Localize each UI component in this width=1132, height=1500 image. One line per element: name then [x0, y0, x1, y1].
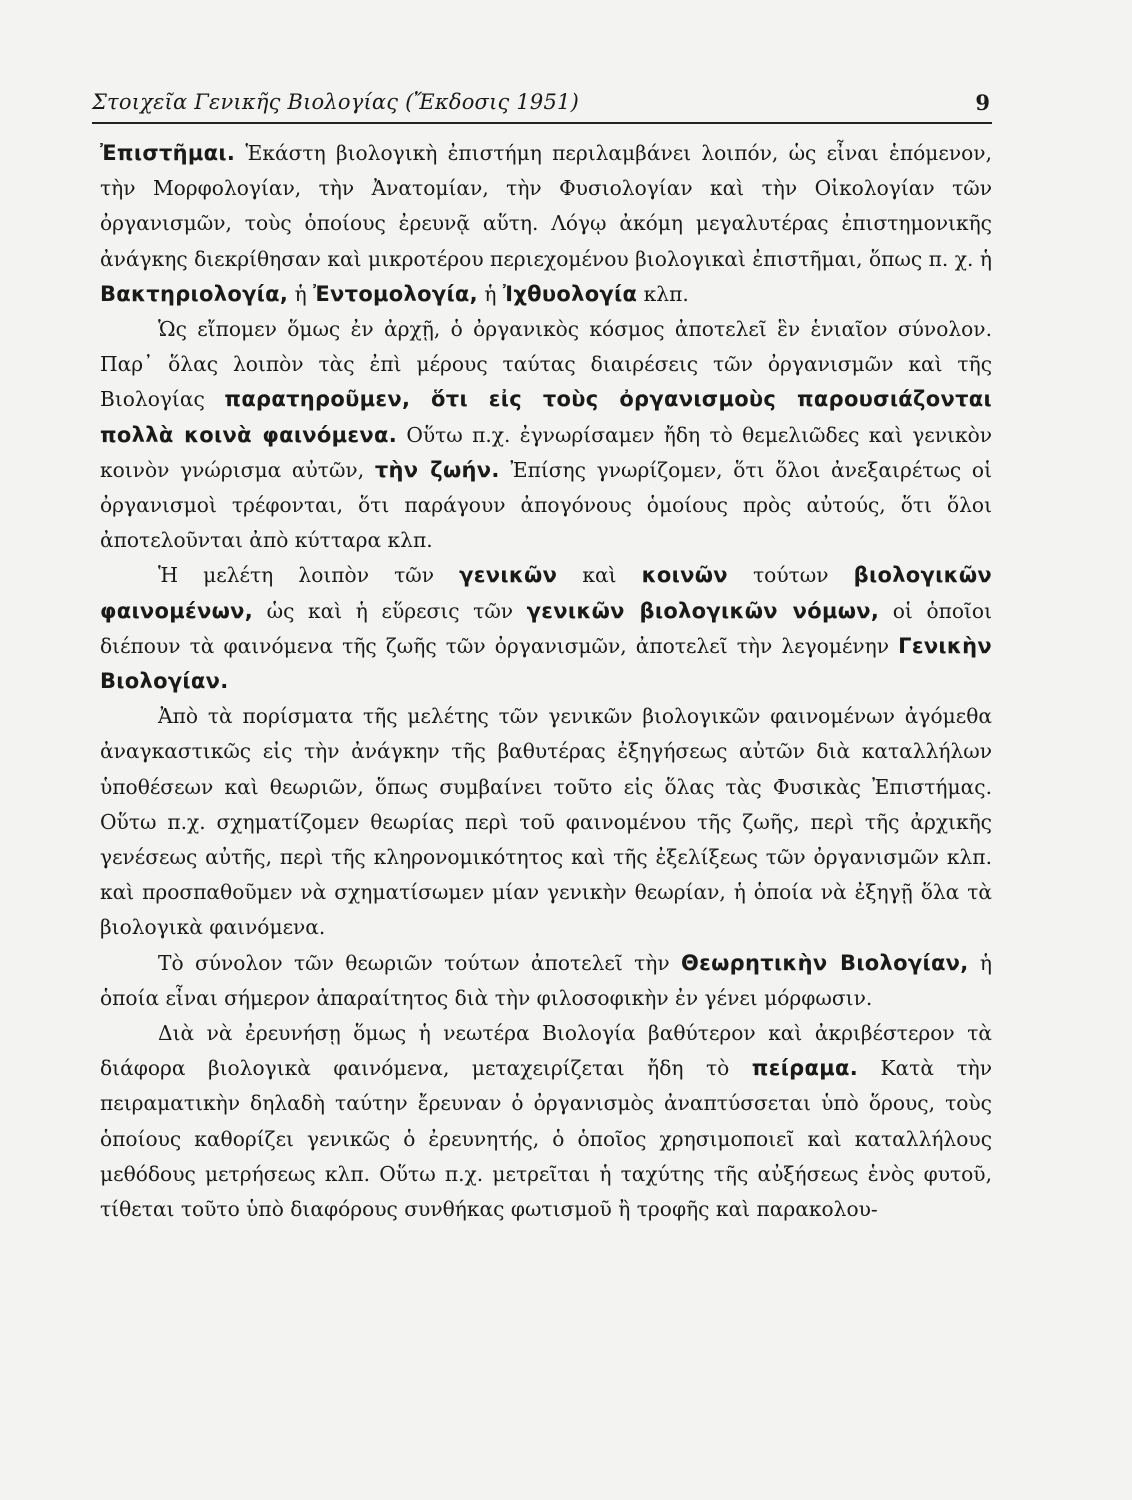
bold-term: πείραμα. — [751, 1056, 858, 1081]
bold-term: παρατηροῦμεν, ὅτι εἰς τοὺς ὀργανισμοὺς παρουσιάζονται πολλὰ κοινὰ φαινόμενα. — [100, 387, 992, 447]
text-run: Οὕτω π.χ. ἐγνωρίσαμεν ἤδη τὸ θεμελιῶδες καὶ γενικὸν κοινὸν γνώρισμα αὐτῶν, — [100, 422, 992, 482]
text-run: τούτων — [727, 563, 854, 588]
header-title: Στοιχεῖα Γενικῆς Βιολογίας (Ἔκδοσις 1951) — [92, 90, 579, 114]
paragraph — [100, 1016, 992, 1227]
text-run: Κατὰ τὴν πειραματικὴν δηλαδὴ ταύτην ἔρευναν ὁ ὀργανισμὸς ἀναπτύσσεται ὑπὸ ὅρους, τοὺς ὁποίους καθορίζει γενικῶς ὁ ἐρευνητής, ὁ ὁποῖος χρησιμοποιεῖ καὶ καταλλήλους μεθόδους μετρήσεως κλπ. Οὕτω π.χ. μετρεῖται ἡ ταχύτης τῆς αὐξήσεως ἑνὸς φυτοῦ, τίθεται τοῦτο ὑπὸ διαφόρους συνθήκας φωτισμοῦ ἢ τροφῆς καὶ παρακολου- — [100, 1056, 992, 1222]
body-text — [100, 136, 992, 1227]
paragraph — [100, 699, 992, 945]
bold-term: Γενικὴν Βιολογίαν. — [100, 633, 992, 694]
text-run: κλπ. — [637, 281, 689, 306]
text-run: ἡ — [288, 281, 314, 306]
text-run: οἱ ὁποῖοι διέπουν τὰ φαινόμενα τῆς ζωῆς τῶν ὀργανισμῶν, ἀποτελεῖ τὴν λεγομένην — [100, 598, 993, 658]
paragraph — [100, 946, 992, 1016]
page-number: 9 — [975, 90, 990, 115]
bold-term: κοινῶν — [641, 563, 728, 588]
bold-term: τὴν ζωήν. — [374, 457, 500, 482]
text-run: καὶ — [557, 563, 642, 588]
bold-term: Βακτηριολογία, — [100, 281, 289, 306]
bold-term: Ἐπιστῆμαι. — [100, 141, 236, 165]
paragraph — [100, 558, 992, 699]
bold-term: Ἐντομολογία, — [313, 281, 478, 306]
bold-term: Ἰχθυολογία — [502, 281, 638, 306]
paragraph — [100, 312, 992, 558]
text-run: Ἀπὸ τὰ πορίσματα τῆς μελέτης τῶν γενικῶν βιολογικῶν φαινομένων ἀγόμεθα ἀναγκαστικῶς εἰς τὴν ἀνάγκην τῆς βαθυτέρας ἐξηγήσεως αὐτῶν διὰ καταλλήλων ὑποθέσεων καὶ θεωριῶν, ὅπως συμβαίνει τοῦτο εἰς ὅλας τὰς Φυσικὰς Ἐπιστήμας. Οὕτω π.χ. σχηματίζομεν θεωρίας περὶ τοῦ φαινομένου τῆς ζωῆς, περὶ τῆς ἀρχικῆς γενέσεως αὐτῆς, περὶ τῆς κληρονομικότητος καὶ τῆς ἐξελίξεως τῶν ὀργανισμῶν κλπ. καὶ προσπαθοῦμεν νὰ σχηματίσωμεν μίαν γενικὴν θεωρίαν, ἡ ὁποία νὰ ἐξηγῇ ὅλα τὰ βιολογικὰ φαινόμενα. — [100, 704, 992, 940]
paragraph — [100, 136, 992, 312]
bold-term: γενικῶν βιολογικῶν νόμων, — [526, 598, 880, 623]
text-run: ἡ ὁποία εἶναι σήμερον ἀπαραίτητος διὰ τὴν φιλοσοφικὴν ἐν γένει μόρφωσιν. — [100, 950, 992, 1010]
text-run: Ἑκάστη βιολογικὴ ἐπιστήμη περιλαμβάνει λοιπόν, ὡς εἶναι ἑπόμενον, τὴν Μορφολογίαν, τὴν Ἀνατομίαν, τὴν Φυσιολογίαν καὶ τὴν Οἰκολογίαν τῶν ὀργανισμῶν, τοὺς ὁποίους ἐρευνᾷ αὕτη. Λόγῳ ἀκόμη μεγαλυτέρας ἐπιστημονικῆς ἀνάγκης διεκρίθησαν καὶ μικροτέρου περιεχομένου βιολογικαὶ ἐπιστῆμαι, ὅπως π. χ. ἡ — [100, 141, 992, 271]
bold-term: Θεωρητικὴν Βιολογίαν, — [680, 950, 969, 975]
running-header — [92, 88, 992, 124]
text-run: ὡς καὶ ἡ εὕρεσις τῶν — [253, 598, 527, 623]
bold-term: γενικῶν — [459, 563, 558, 588]
text-run: Ἐπίσης γνωρίζομεν, ὅτι ὅλοι ἀνεξαιρέτως οἱ ὀργανισμοὶ τρέφονται, ὅτι παράγουν ἀπογόνους ὁμοίους πρὸς αὐτούς, ὅτι ὅλοι ἀποτελοῦνται ἀπὸ κύτταρα κλπ. — [100, 457, 992, 553]
text-run: ἡ — [477, 281, 503, 306]
text-run: Διὰ νὰ ἐρευνήσῃ ὅμως ἡ νεωτέρα Βιολογία βαθύτερον καὶ ἀκριβέστερον τὰ διάφορα βιολογικὰ φαινόμενα, μεταχειρίζεται ἤδη τὸ — [100, 1021, 992, 1081]
text-run: Ὡς εἴπομεν ὅμως ἐν ἀρχῇ, ὁ ὀργανικὸς κόσμος ἀποτελεῖ ἓν ἑνιαῖον σύνολον. Παρ᾽ ὅλας λοιπὸν τὰς ἐπὶ μέρους ταύτας διαιρέσεις τῶν ὀργανισμῶν καὶ τῆς Βιολογίας — [100, 317, 992, 412]
bold-term: βιολογικῶν φαινομένων, — [100, 563, 992, 623]
text-run: Ἡ μελέτη λοιπὸν τῶν — [158, 563, 460, 588]
text-run: Τὸ σύνολον τῶν θεωριῶν τούτων ἀποτελεῖ τὴν — [158, 950, 681, 975]
